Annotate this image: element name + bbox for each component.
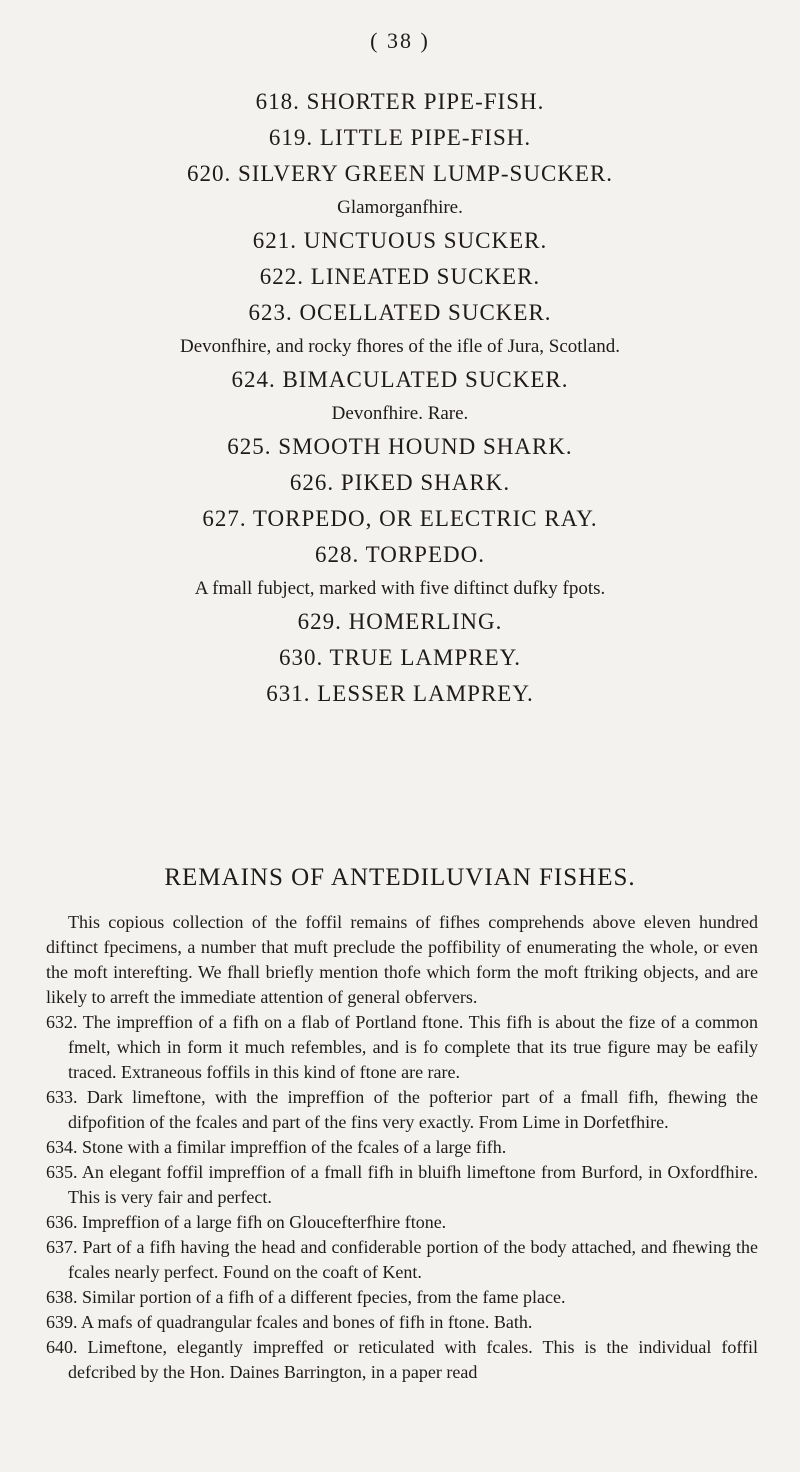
- specimen-item: 635. An elegant foffil impreffion of a fmall fifh in bluifh limeftone from Burford, in Oxfordfhire. This is very fair and perfect.: [46, 1162, 758, 1207]
- specimen-item: 632. The impreffion of a fifh on a flab of Portland ftone. This fifh is about the fize of a common fmelt, which in form it much refembles, and is fo complete that its true figure may be eafily traced. Extraneous foffils in this kind of ftone are rare.: [46, 1012, 758, 1082]
- species-entry: 624. BIMACULATED SUCKER.: [231, 367, 569, 392]
- intro-paragraph: This copious collection of the foffil remains of fifhes comprehends above eleven hundred diftinct fpecimens, a number that muft preclude the poffibility of enumerating the whole, or even the moft interefting. We fhall briefly mention thofe which form the moft ftriking objects, and are likely to arreft the immediate attention of general obfervers.: [46, 912, 758, 1007]
- species-entry: 627. TORPEDO, OR ELECTRIC RAY.: [202, 506, 598, 531]
- specimen-item: 639. A mafs of quadrangular fcales and bones of fifh in ftone. Bath.: [46, 1312, 533, 1332]
- species-list: [40, 84, 760, 712]
- species-entry: 618. SHORTER PIPE-FISH.: [255, 89, 545, 114]
- specimen-item: 640. Limeftone, elegantly impreffed or reticulated with fcales. This is the individual foffil defcribed by the Hon. Daines Barrington, in a paper read: [46, 1337, 758, 1382]
- specimen-item: 636. Impreffion of a large fifh on Gloucefterfhire ftone.: [46, 1212, 447, 1232]
- specimen-item: 634. Stone with a fimilar impreffion of the fcales of a large fifh.: [46, 1137, 507, 1157]
- species-entry: 619. LITTLE PIPE-FISH.: [268, 125, 532, 150]
- species-note: Glamorganfhire.: [337, 197, 463, 218]
- section-title: REMAINS OF ANTEDILUVIAN FISHES.: [164, 864, 636, 891]
- species-entry: 622. LINEATED SUCKER.: [259, 264, 541, 289]
- species-note: A fmall fubject, marked with five diftinct dufky fpots.: [194, 578, 606, 599]
- specimen-item: 637. Part of a fifh having the head and confiderable portion of the body attached, and fhewing the fcales nearly perfect. Found on the coaft of Kent.: [46, 1237, 758, 1282]
- page-number: ( 38 ): [370, 28, 430, 53]
- species-note: Devonfhire. Rare.: [331, 403, 469, 424]
- specimen-item: 633. Dark limeftone, with the impreffion of the pofterior part of a fmall fifh, fhewing the difpofition of the fcales and part of the fins very exactly. From Lime in Dorfetfhire.: [46, 1087, 758, 1132]
- species-entry: 625. SMOOTH HOUND SHARK.: [227, 434, 573, 459]
- species-entry: 620. SILVERY GREEN LUMP-SUCKER.: [186, 161, 614, 186]
- species-note: Devonfhire, and rocky fhores of the ifle of Jura, Scotland.: [179, 336, 621, 357]
- species-entry: 621. UNCTUOUS SUCKER.: [252, 228, 548, 253]
- section-body: [46, 910, 758, 1385]
- specimen-item: 638. Similar portion of a fifh of a different fpecies, from the fame place.: [46, 1287, 566, 1307]
- species-entry: 630. TRUE LAMPREY.: [278, 645, 522, 670]
- species-entry: 623. OCELLATED SUCKER.: [248, 300, 552, 325]
- species-entry: 629. HOMERLING.: [297, 609, 503, 634]
- species-entry: 628. TORPEDO.: [315, 542, 485, 567]
- species-entry: 631. LESSER LAMPREY.: [266, 681, 534, 706]
- species-entry: 626. PIKED SHARK.: [289, 470, 511, 495]
